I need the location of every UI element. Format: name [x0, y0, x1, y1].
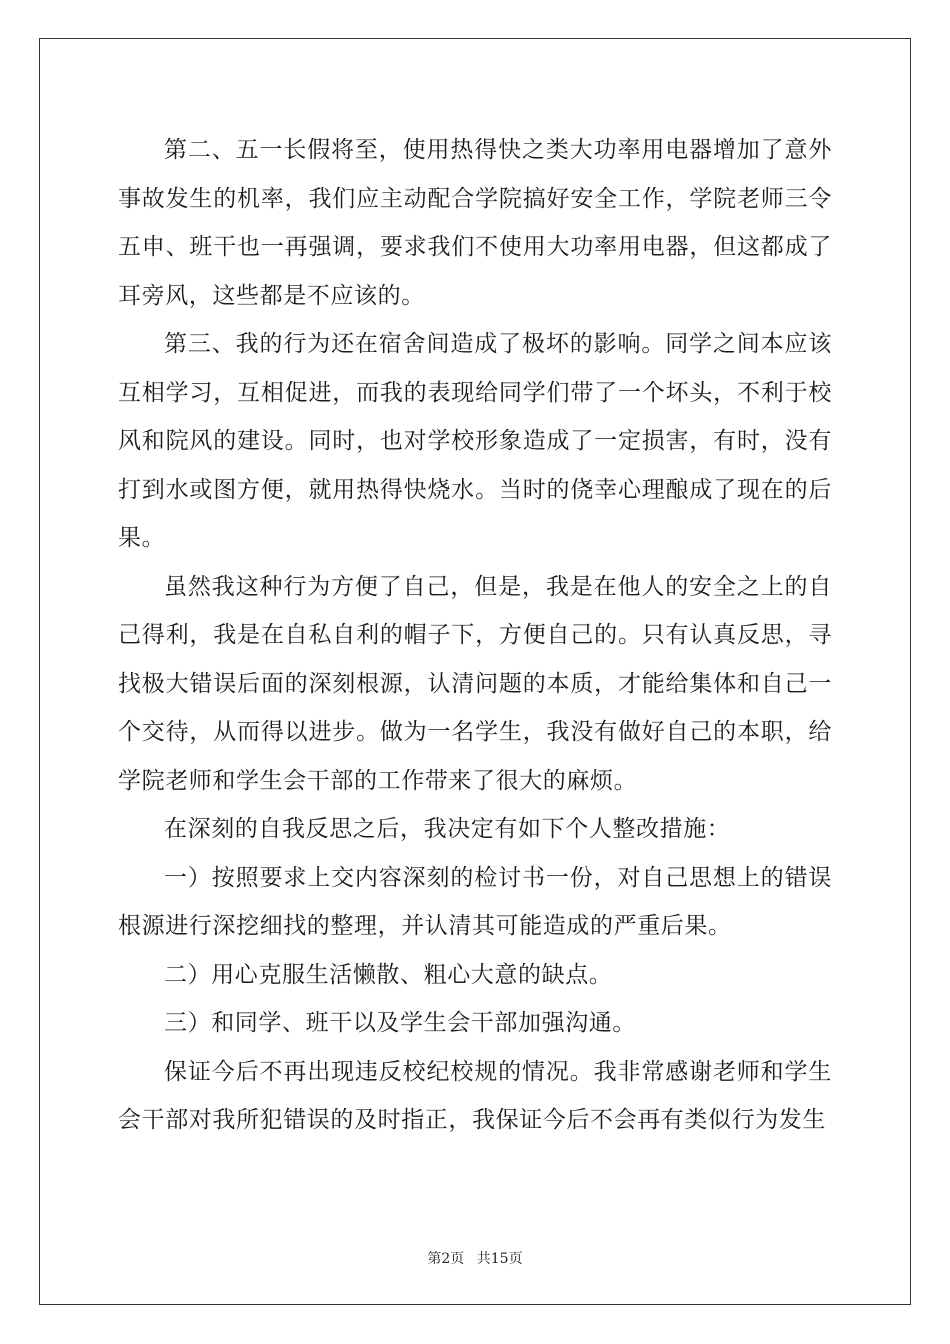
paragraph: 虽然我这种行为方便了自己，但是，我是在他人的安全之上的自己得利，我是在自私自利的帽子下，方便自己的。只有认真反思，寻找极大错误后面的深刻根源，认清问题的本质，才能给集体和自己一个交待，从而得以进步。做为一名学生，我没有做好自己的本职，给学院老师和学生会干部的工作带来了很大的麻烦。	[118, 573, 832, 794]
page-total: 共15页	[476, 1251, 523, 1267]
paragraph: 保证今后不再出现违反校纪校规的情况。我非常感谢老师和学生会干部对我所犯错误的及时指正，我保证今后不会再有类似行为发生	[118, 1058, 832, 1133]
paragraph: 三）和同学、班干以及学生会干部加强沟通。	[164, 1010, 636, 1036]
page-number: 第2页	[427, 1251, 465, 1267]
paragraph: 二）用心克服生活懒散、粗心大意的缺点。	[164, 961, 613, 988]
paragraph: 一）按照要求上交内容深刻的检讨书一份，对自己思想上的错误根源进行深挖细找的整理，并认清其可能造成的严重后果。	[118, 864, 832, 939]
paragraph: 第二、五一长假将至，使用热得快之类大功率用电器增加了意外事故发生的机率，我们应主动配合学院搞好安全工作，学院老师三令五申、班干也一再强调，要求我们不使用大功率用电器，但这都成了耳旁风，这些都是不应该的。	[118, 137, 832, 309]
paragraph: 第三、我的行为还在宿舍间造成了极坏的影响。同学之间本应该互相学习，互相促进，而我的表现给同学们带了一个坏头，不利于校风和院风的建设。同时，也对学校形象造成了一定损害，有时，没有打到水或图方便，就用热得快烧水。当时的侥幸心理酿成了现在的后果。	[118, 331, 832, 551]
paragraph: 在深刻的自我反思之后，我决定有如下个人整改措施：	[164, 816, 731, 842]
page-footer	[0, 1248, 950, 1268]
document-body	[118, 126, 832, 1145]
